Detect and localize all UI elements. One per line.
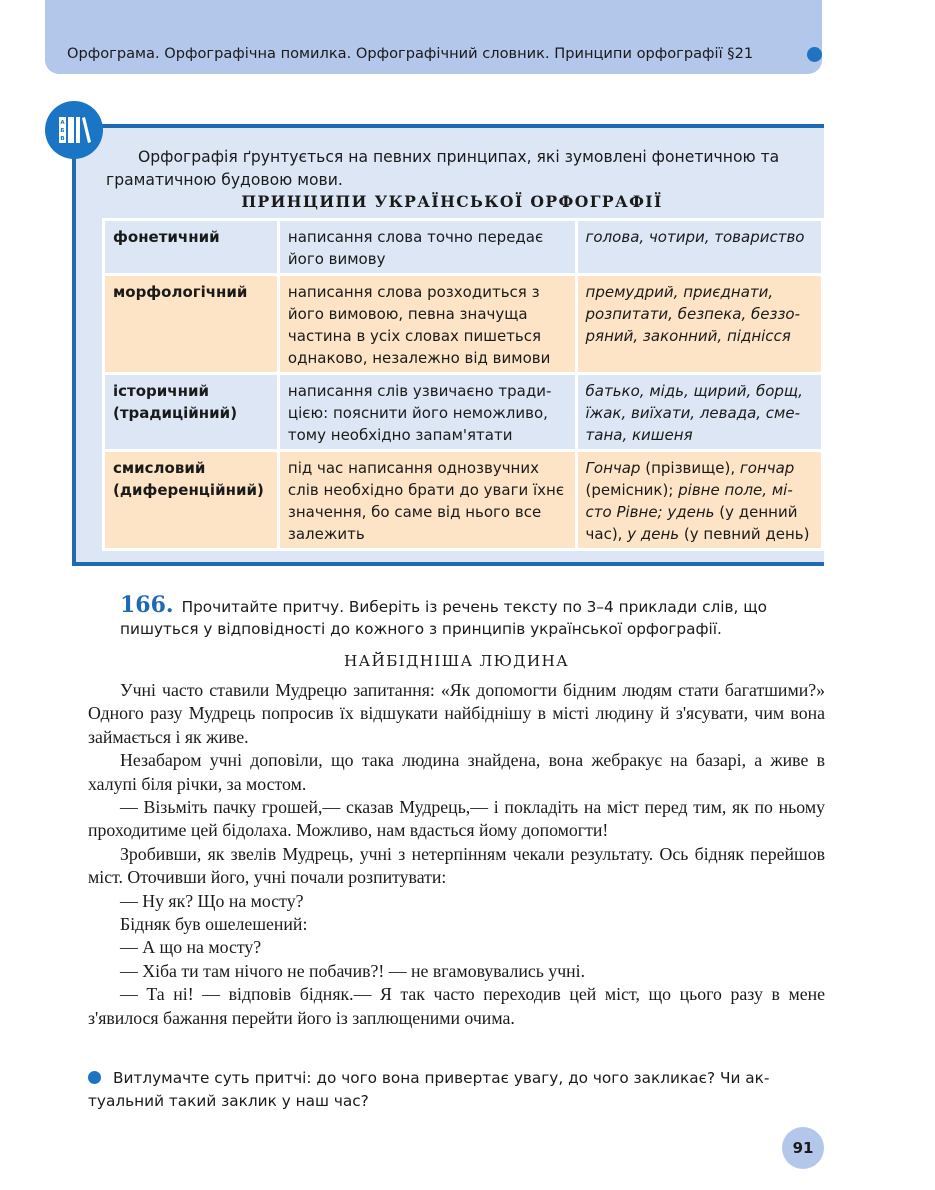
- example-italic: гончар: [739, 459, 795, 477]
- exercise-number: 166.: [120, 592, 174, 618]
- story-paragraph: Незабаром учні доповіли, що така людина знайдена, вона жебракує на базарі, а живе в халупі біля річки, за мостом.: [88, 750, 825, 794]
- theory-box: [72, 124, 824, 566]
- example-italic: у день: [627, 525, 680, 543]
- svg-text:В: В: [60, 136, 65, 142]
- running-title: Орфограма. Орфографічна помилка. Орфографічний словник. Принципи орфографії §21: [67, 45, 754, 62]
- example-note: (ремісник);: [585, 481, 679, 499]
- principle-name: фонетичний: [104, 220, 279, 275]
- exercise-task: [120, 594, 825, 640]
- table-row: [104, 220, 823, 275]
- example-italic: Гончар: [585, 459, 641, 477]
- svg-text:Б: Б: [60, 128, 65, 134]
- running-header: [45, 0, 822, 74]
- header-bullet-icon: [807, 47, 822, 62]
- principle-description: під час написання однозвучних слів необхідно брати до уваги їхнє значення, бо саме від нього все залежить: [278, 451, 576, 550]
- principle-examples: [576, 451, 822, 550]
- story-title: НАЙБІДНІША ЛЮДИНА: [343, 652, 570, 670]
- example-italic: рівне поле, місто Рівне; удень: [585, 481, 793, 521]
- exercise-text: Прочитайте притчу. Виберіть із речень тексту по 3–4 приклади слів, що пишуться у відповідності до кожного з принципів української орфографії.: [120, 598, 768, 638]
- story-paragraph: Зробивши, як звелів Мудрець, учні з нетерпінням чекали результату. Ось бідняк перейшов міст. Оточивши його, учні почали розпитувати:: [88, 843, 825, 888]
- example-note: (у денний час),: [585, 503, 798, 543]
- story-paragraph: — Ну як? Що на мосту?: [120, 890, 304, 911]
- table-row: [104, 451, 823, 550]
- example-note: (прізвище),: [640, 459, 740, 477]
- story-paragraph: Бідняк був ошелешений:: [120, 914, 308, 935]
- books-icon: [45, 101, 103, 159]
- svg-text:А: А: [60, 120, 65, 126]
- example-note: (у певний день): [679, 525, 810, 543]
- story-paragraph: Учні часто ставили Мудрецю запитання: «Як допомогти бідним людям стати багатшими?» Одного разу Мудрець попросив їх відшукати найбіднішу в місті людину й з'ясувати, чим вона займається і як живе.: [88, 680, 825, 747]
- principle-name: історичний (традиційний): [104, 374, 279, 451]
- principles-table: [102, 218, 824, 551]
- story-text: [88, 679, 825, 1030]
- principle-name: морфологічний: [104, 275, 279, 374]
- principle-description: написання слів узвичаєно традицією: пояснити його неможливо, тому необхідно запам'ятати: [278, 374, 576, 451]
- table-row: [104, 374, 823, 451]
- principle-examples: премудрий, приєднати, розпитати, безпека, беззоряний, законний, піднісся: [576, 275, 822, 374]
- principle-name: смисловий (диференційний): [104, 451, 279, 550]
- principle-examples: голова, чотири, товариство: [576, 220, 822, 275]
- bullet-icon: [88, 1071, 101, 1084]
- question-text: Витлумачте суть притчі: до чого вона привертає увагу, до чого закликає? Чи актуальний такий заклик у наш час?: [88, 1069, 770, 1110]
- principle-examples: батько, мідь, щирий, борщ, їжак, виїхати, левада, сметана, кишеня: [576, 374, 822, 451]
- theory-intro: Орфографія ґрунтується на певних принципах, які зумовлені фонетичною та граматичною будовою мови.: [106, 148, 780, 189]
- story-paragraph: — Хіба ти там нічого не побачив?! — не вгамовувались учні.: [120, 960, 586, 981]
- question-block: [88, 1067, 825, 1113]
- principle-description: написання слова розходиться з його вимовою, певна значуща частина в усіх словах пишеться однаково, незалежно від вимови: [278, 275, 576, 374]
- table-row: [104, 275, 823, 374]
- table-title: ПРИНЦИПИ УКРАЇНСЬКОЇ ОРФОГРАФІЇ: [241, 192, 663, 211]
- story-paragraph: — Візьміть пачку грошей,— сказав Мудрець,— і покладіть на міст перед тим, як по ньому проходитиме цей бідолаха. Можливо, нам вдасться йому допомогти!: [88, 797, 825, 841]
- story-paragraph: — Та ні! — відповів бідняк.— Я так часто переходив цей міст, що цього разу в мене з'явилося бажання перейти його із заплющеними очима.: [88, 984, 825, 1028]
- page-number: 91: [782, 1127, 824, 1169]
- principle-description: написання слова точно передає його вимову: [278, 220, 576, 275]
- story-paragraph: — А що на мосту?: [120, 937, 262, 958]
